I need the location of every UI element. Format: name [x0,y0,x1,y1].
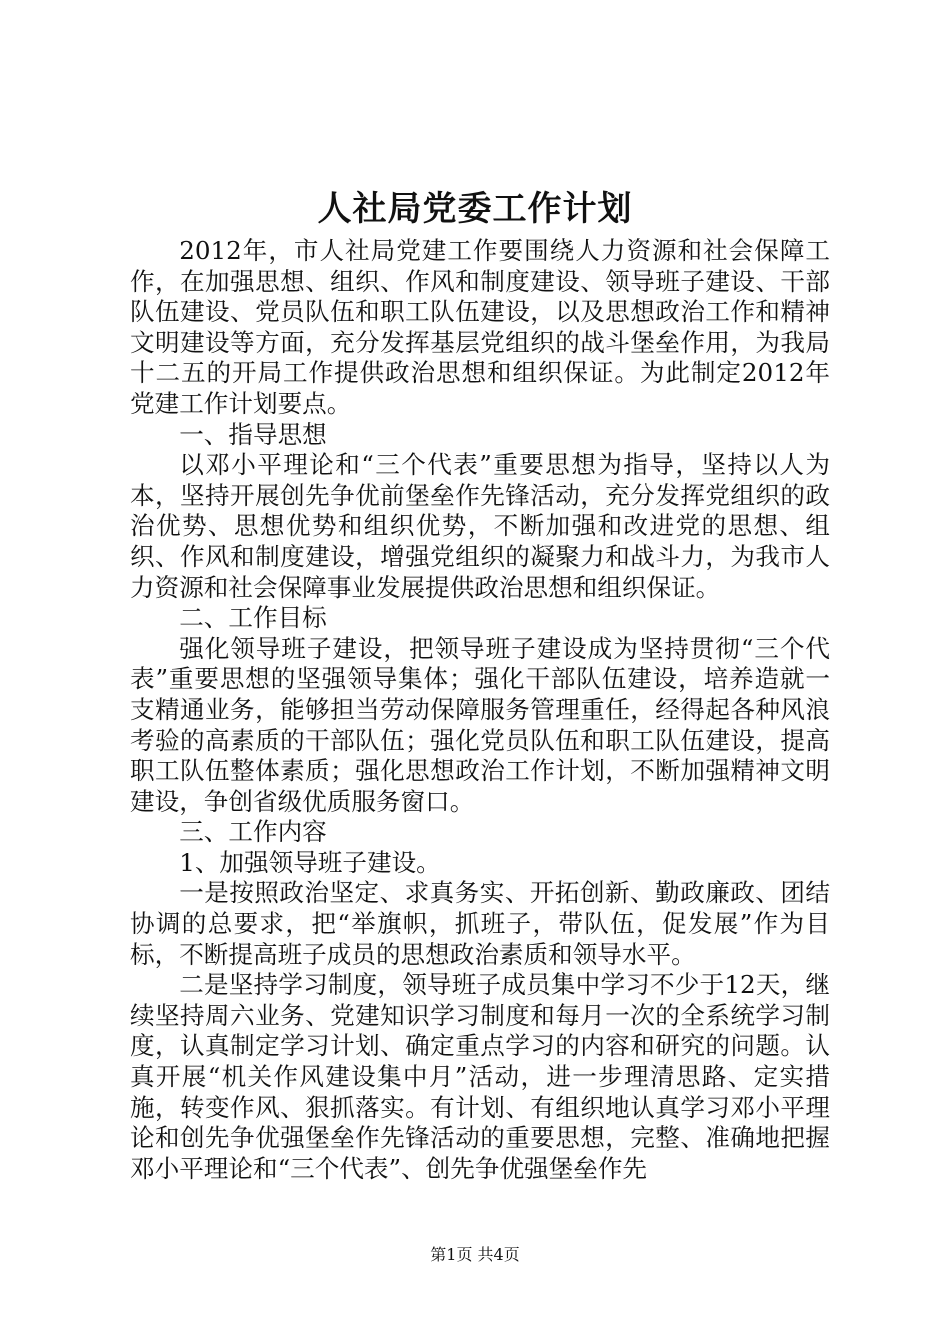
paragraph-item-two: 二是坚持学习制度，领导班子成员集中学习不少于12天，继续坚持周六业务、党建知识学习制度和每月一次的全系统学习制度，认真制定学习计划、确定重点学习的内容和研究的问题。认真开展“机关作风建设集中月”活动，进一步理清思路、定实措施，转变作风、狠抓落实。有计划、有组织地认真学习邓小平理论和创先争优强堡垒作先锋活动的重要思想，完整、准确地把握邓小平理论和“三个代表”、创先争优强堡垒作先 [130,970,830,1183]
paragraph-intro: 2012年，市人社局党建工作要围绕人力资源和社会保障工作，在加强思想、组织、作风和制度建设、领导班子建设、干部队伍建设、党员队伍和职工队伍建设，以及思想政治工作和精神文明建设等方面，充分发挥基层党组织的战斗堡垒作用，为我局十二五的开局工作提供政治思想和组织保证。为此制定2012年党建工作计划要点。 [130,236,830,418]
document-title: 人社局党委工作计划 [317,189,633,229]
subheading-leadership: 1、加强领导班子建设。 [179,847,441,877]
heading-guiding-ideology: 一、指导思想 [179,419,327,449]
paragraph-guiding-ideology: 以邓小平理论和“三个代表”重要思想为指导，坚持以人为本，坚持开展创先争优前堡垒作先锋活动，充分发挥党组织的政治优势、思想优势和组织优势，不断加强和改进党的思想、组织、作风和制度建设，增强党组织的凝聚力和战斗力，为我市人力资源和社会保障事业发展提供政治思想和组织保证。 [130,450,830,602]
document-body [130,236,830,1184]
paragraph-item-one: 一是按照政治坚定、求真务实、开拓创新、勤政廉政、团结协调的总要求，把“举旗帜，抓班子，带队伍，促发展”作为目标，不断提高班子成员的思想政治素质和领导水平。 [130,878,830,969]
heading-work-goals: 二、工作目标 [179,603,327,633]
page-number-footer: 第1页 共4页 [430,1245,520,1264]
heading-work-content: 三、工作内容 [179,817,327,847]
paragraph-work-goals: 强化领导班子建设，把领导班子建设成为坚持贯彻“三个代表”重要思想的坚强领导集体；强化干部队伍建设，培养造就一支精通业务，能够担当劳动保障服务管理重任，经得起各种风浪考验的高素质的干部队伍；强化党员队伍和职工队伍建设，提高职工队伍整体素质；强化思想政治工作计划，不断加强精神文明建设，争创省级优质服务窗口。 [130,633,830,816]
